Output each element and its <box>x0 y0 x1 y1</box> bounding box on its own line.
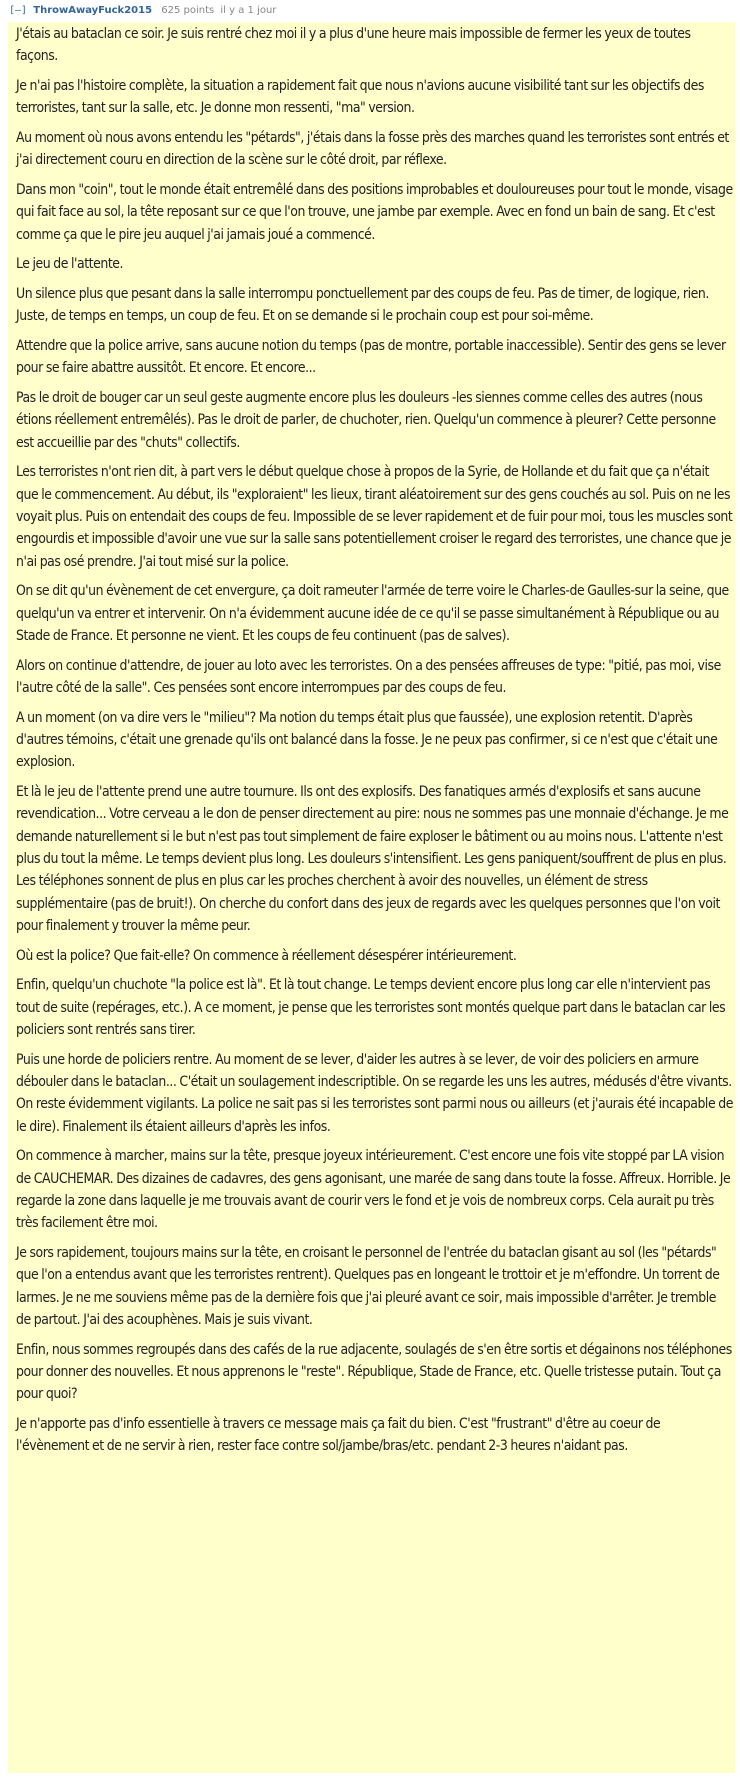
score-label: 625 points <box>161 5 215 16</box>
comment-paragraph: On se dit qu'un évènement de cet envergure, ça doit rameuter l'armée de terre voire le Charles-de Gaulles-sur la seine, que quelqu'un va entrer et intervenir. On n'a évidemment aucune idée de ce qu'il se passe simultanément à République ou au Stade de France. Et personne ne vient. Et les coups de feu continuent (pas de salves). <box>16 583 729 644</box>
comment-paragraph: Et là le jeu de l'attente prend une autre tournure. Ils ont des explosifs. Des fanatiques armés d'explosifs et sans aucune revendication... Votre cerveau a le don de penser directement au pire: nous ne sommes pas une monnaie d'échange. Je me demande naturellement si le but n'est pas tout simplement de faire exploser le bâtiment ou au moins nous. L'attente n'est plus du tout la même. Le temps devient plus long. Les douleurs s'intensifient. Les gens paniquent/souffrent de plus en plus. Les téléphones sonnent de plus en plus car les proches cherchent à avoir des nouvelles, un élément de stress supplémentaire (pas de bruit!). On cherche du confort dans des jeux de regards avec les quelques personnes que l'on voit pour finalement y trouver la même peur. <box>16 783 729 934</box>
comment-paragraph: Un silence plus que pesant dans la salle interrompu ponctuellement par des coups de feu. Pas de timer, de logique, rien. Juste, de temps en temps, un coup de feu. Et on se demande si le prochain coup est pour soi-même. <box>16 285 709 325</box>
comment-paragraph: Je n'ai pas l'histoire complète, la situation a rapidement fait que nous n'avions aucune visibilité tant sur les objectifs des terroristes, tant sur la salle, etc. Je donne mon ressenti, "ma" version. <box>16 77 704 117</box>
comment-paragraph: Au moment où nous avons entendu les "pétards", j'étais dans la fosse près des marches quand les terroristes sont entrés et j'ai directement couru en direction de la scène sur le côté droit, par réflexe. <box>16 129 729 169</box>
comment-paragraph: Alors on continue d'attendre, de jouer au loto avec les terroristes. On a des pensées affreuses de type: "pitié, pas moi, vise l'autre côté de la salle". Ces pensées sont encore interrompues par des coups de feu. <box>16 657 721 696</box>
comment-paragraph: Je n'apporte pas d'info essentielle à travers ce message mais ça fait du bien. C'est "frustrant" d'être au coeur de l'évènement et de ne servir à rien, rester face contre sol/jambe/bras/etc. pendant 2-3 heures n'aidant pas. <box>16 1415 661 1455</box>
comment-paragraph: Les terroristes n'ont rien dit, à part vers le début quelque chose à propos de la Syrie, de Hollande et du fait que ça n'était que le commencement. Au début, ils "exploraient" les lieux, tirant aléatoirement sur des gens couchés au sol. Puis on ne les voyait plus. Puis on entendait des coups de feu. Impossible de se lever rapidement et de fuir pour moi, tous les muscles sont engourdis et impossible d'avoir une vue sur la salle sans potentiellement croiser le regard des terroristes, une chance que je n'ai pas osé prendre. J'ai tout misé sur la police. <box>16 464 733 570</box>
comment-paragraph: On commence à marcher, mains sur la tête, presque joyeux intérieurement. C'est encore une fois vite stoppé par LA vision de CAUCHEMAR. Des dizaines de cadavres, des gens agonisant, une marée de sang dans toute la fosse. Affreux. Horrible. Je regarde la zone dans laquelle je me trouvais avant de courir vers le fond et je vois de nombreux corps. Cela aurait pu très très facilement être moi. <box>16 1148 731 1232</box>
comment-paragraph: Enfin, quelqu'un chuchote "la police est là". Et là tout change. Le temps devient encore plus long car elle n'intervient pas tout de suite (repérages, etc.). A ce moment, je pense que les terroristes sont montés quelque part dans le bataclan car les policiers sont rentrés sans tirer. <box>16 977 726 1038</box>
comment-paragraph: Enfin, nous sommes regroupés dans des cafés de la rue adjacente, soulagés de s'en être sortis et dégainons nos téléphones pour donner des nouvelles. Et nous apprenons le "reste". République, Stade de France, etc. Quelle tristesse putain. Tout ça pour quoi? <box>16 1341 732 1403</box>
comment-paragraph: J'étais au bataclan ce soir. Je suis rentré chez moi il y a plus d'une heure mais impossible de fermer les yeux de toutes façons. <box>16 26 691 65</box>
timestamp-label: il y a 1 jour <box>220 5 277 16</box>
comment-paragraph: Dans mon "coin", tout le monde était entremêlé dans des positions improbables et douloureuses pour tout le monde, visage qui fait face au sol, la tête reposant sur ce que l'on trouve, une jambe par exemple. Avec en fond un bain de sang. Et c'est comme ça que le pire jeu auquel j'ai jamais joué a commencé. <box>16 181 733 243</box>
comment-paragraph: Le jeu de l'attente. <box>16 256 124 273</box>
comment-paragraph: A un moment (on va dire vers le "milieu"? Ma notion du temps était plus que faussée), une explosion retentit. D'après d'autres témoins, c'était une grenade qu'ils ont balancé dans la fosse. Je ne peux pas confirmer, si ce n'est que c'était une explosion. <box>16 709 718 771</box>
comment-paragraph: Je sors rapidement, toujours mains sur la tête, en croisant le personnel de l'entrée du bataclan gisant au sol (les "pétards" que l'on a entendus avant que les terroristes rentrent). Quelques pas en longeant le trottoir et je m'effondre. Un torrent de larmes. Je ne me souviens même pas de la dernière fois que j'ai pleuré avant ce soir, mais impossible d'arrêter. Je tremble de partout. J'ai des acouphènes. Mais je suis vivant. <box>16 1244 720 1328</box>
comment-body <box>8 22 735 1773</box>
comment-paragraph: Attendre que la police arrive, sans aucune notion du temps (pas de montre, portable inaccessible). Sentir des gens se lever pour se faire abattre aussitôt. Et encore. Et encore... <box>16 337 726 377</box>
comment-tagline <box>0 0 740 22</box>
comment-paragraph: Où est la police? Que fait-elle? On commence à réellement désespérer intérieurement. <box>16 947 517 964</box>
comment-paragraph: Pas le droit de bouger car un seul geste augmente encore plus les douleurs -les siennes comme celles des autres (nous étions réellement entremêlés). Pas le droit de parler, de chuchoter, rien. Quelqu'un commence à pleurer? Cette personne est accueillie par des "chuts" collectifs. <box>16 389 716 451</box>
author-link[interactable]: ThrowAwayFuck2015 <box>33 5 153 16</box>
collapse-toggle-button[interactable]: [–] <box>9 5 28 16</box>
comment-paragraph: Puis une horde de policiers rentre. Au moment de se lever, d'aider les autres à se lever, de voir des policiers en armure débouler dans le bataclan... C'était un soulagement indescriptible. On se regarde les uns les autres, médusés d'être vivants. On reste évidemment vigilants. La police ne sait pas si les terroristes sont parmi nous ou ailleurs (et j'aurais été incapable de le dire). Finalement ils étaient ailleurs d'après les infos. <box>16 1051 733 1135</box>
